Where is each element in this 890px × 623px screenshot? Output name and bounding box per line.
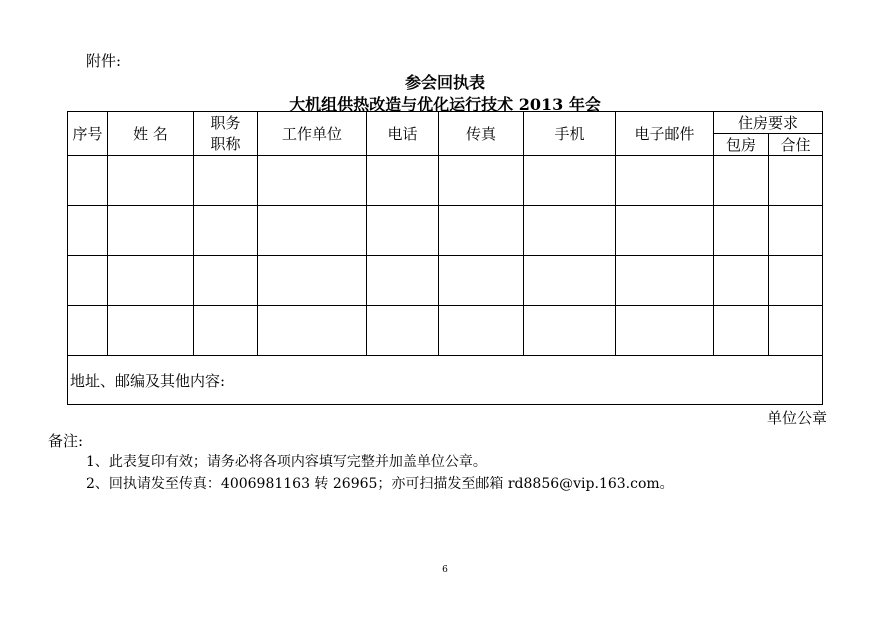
table-cell[interactable] — [524, 156, 616, 206]
table-cell[interactable] — [108, 206, 194, 256]
header-seq: 序号 — [68, 112, 108, 156]
table-cell[interactable] — [524, 306, 616, 356]
header-title: 职称 — [210, 134, 241, 153]
table-cell[interactable] — [714, 206, 769, 256]
table-cell[interactable] — [769, 256, 823, 306]
table-cell[interactable] — [616, 206, 714, 256]
registration-table — [67, 111, 823, 405]
header-shared-room: 合住 — [769, 134, 823, 156]
header-work-unit: 工作单位 — [258, 112, 367, 156]
table-row — [68, 306, 823, 356]
table-cell[interactable] — [194, 306, 258, 356]
table-cell[interactable] — [108, 256, 194, 306]
table-row — [68, 156, 823, 206]
table-cell[interactable] — [108, 306, 194, 356]
table-cell[interactable] — [616, 256, 714, 306]
table-cell[interactable] — [367, 306, 439, 356]
table-cell[interactable] — [194, 156, 258, 206]
header-name: 姓 名 — [108, 112, 194, 156]
table-cell[interactable] — [439, 206, 524, 256]
table-cell[interactable] — [258, 256, 367, 306]
table-cell[interactable] — [258, 306, 367, 356]
table-cell[interactable] — [714, 256, 769, 306]
remark-note-1: 1、此表复印有效；请务必将各项内容填写完整并加盖单位公章。 — [86, 454, 487, 470]
table-row — [68, 256, 823, 306]
header-position: 职务 — [210, 113, 241, 132]
table-row — [68, 206, 823, 256]
table-cell[interactable] — [769, 306, 823, 356]
table-cell[interactable] — [68, 306, 108, 356]
table-cell[interactable] — [194, 256, 258, 306]
header-mobile: 手机 — [524, 112, 616, 156]
remark-note-2: 2、回执请发至传真：4006981163 转 26965；亦可扫描发至邮箱 rd8856@vip.163.com。 — [86, 476, 674, 492]
table-cell[interactable] — [68, 206, 108, 256]
table-cell[interactable] — [769, 206, 823, 256]
table-cell[interactable] — [68, 256, 108, 306]
table-cell[interactable] — [367, 256, 439, 306]
header-position-title — [194, 112, 258, 156]
address-field[interactable]: 地址、邮编及其他内容: — [68, 356, 823, 405]
table-cell[interactable] — [524, 206, 616, 256]
table-cell[interactable] — [714, 306, 769, 356]
table-cell[interactable] — [524, 256, 616, 306]
form-title: 参会回执表 — [404, 73, 485, 92]
attachment-label: 附件: — [86, 52, 122, 70]
table-cell[interactable] — [367, 156, 439, 206]
table-cell[interactable] — [616, 156, 714, 206]
table-cell[interactable] — [439, 306, 524, 356]
table-cell[interactable] — [616, 306, 714, 356]
header-row — [68, 112, 823, 134]
table-cell[interactable] — [258, 156, 367, 206]
table-cell[interactable] — [258, 206, 367, 256]
unit-seal-label: 单位公章 — [767, 409, 828, 427]
header-phone: 电话 — [367, 112, 439, 156]
table-cell[interactable] — [367, 206, 439, 256]
page-number: 6 — [442, 565, 448, 575]
remarks-heading: 备注: — [48, 432, 84, 450]
header-lodging: 住房要求 — [714, 112, 823, 134]
table-cell[interactable] — [439, 256, 524, 306]
header-fax: 传真 — [439, 112, 524, 156]
conference-title: 大机组供热改造与优化运行技术 2013 年会 — [289, 95, 601, 114]
table-cell[interactable] — [439, 156, 524, 206]
header-email: 电子邮件 — [616, 112, 714, 156]
table-cell[interactable] — [194, 206, 258, 256]
table-cell[interactable] — [68, 156, 108, 206]
header-single-room: 包房 — [714, 134, 769, 156]
table-cell[interactable] — [714, 156, 769, 206]
table-cell[interactable] — [769, 156, 823, 206]
address-row — [68, 356, 823, 405]
table-cell[interactable] — [108, 156, 194, 206]
